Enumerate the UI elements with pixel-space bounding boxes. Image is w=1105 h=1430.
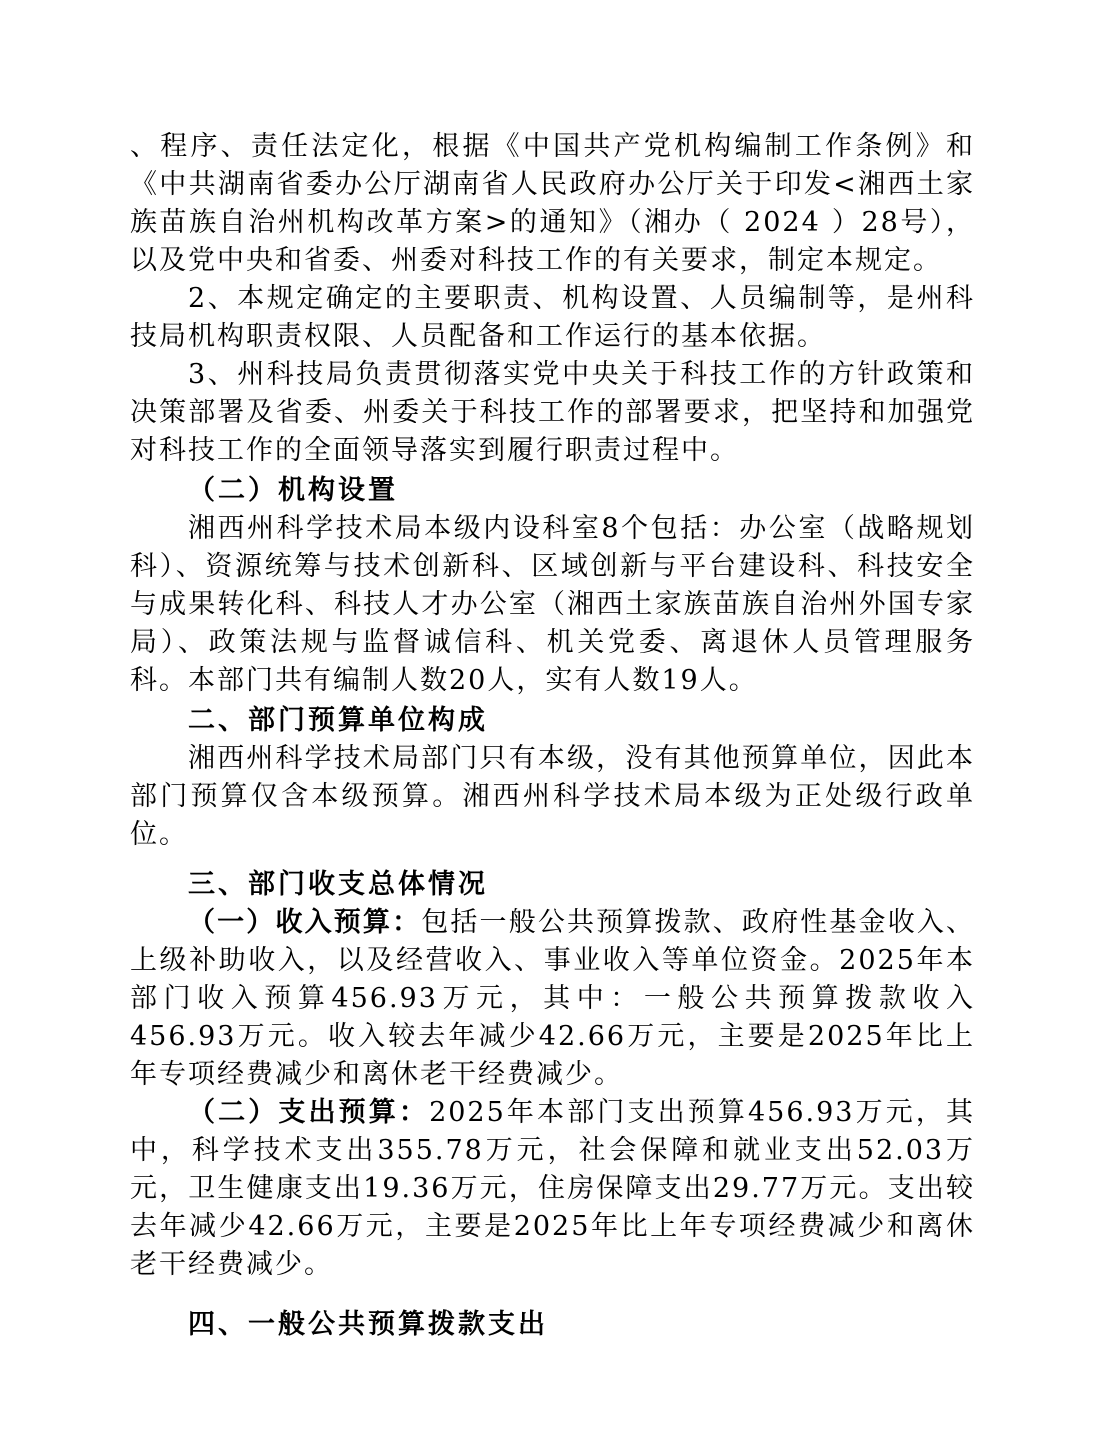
paragraph-budget-units: 湘西州科学技术局部门只有本级，没有其他预算单位，因此本部门预算仅含本级预算。湘西州科学技术局本级为正处级行政单位。 bbox=[130, 743, 975, 850]
income-budget-label: （一）收入预算： bbox=[188, 907, 422, 938]
section-heading-revenue-expenditure: 三、部门收支总体情况 bbox=[188, 869, 488, 900]
paragraph-party-leadership: 3、州科技局负责贯彻落实党中央关于科技工作的方针政策和决策部署及省委、州委关于科技工作的部署要求，把坚持和加强党对科技工作的全面领导落实到履行职责过程中。 bbox=[130, 359, 975, 466]
section-heading-general-budget-expenditure: 四、一般公共预算拨款支出 bbox=[188, 1309, 548, 1340]
income-budget-text: 包括一般公共预算拨款、政府性基金收入、上级补助收入，以及经营收入、事业收入等单位资金。2025年本部门收入预算456.93万元，其中：一般公共预算拨款收入456.93万元。收入较去年减少42.66万元，主要是2025年比上年专项经费减少和离休老干经费减少。 bbox=[130, 907, 976, 1090]
expense-budget-text: 2025年本部门支出预算456.93万元，其中，科学技术支出355.78万元，社会保障和就业支出52.03万元，卫生健康支出19.36万元，住房保障支出29.77万元。支出较去年减少42.66万元，主要是2025年比上年专项经费减少和离休老干经费减少。 bbox=[130, 1097, 976, 1280]
paragraph-basis-scope: 2、本规定确定的主要职责、机构设置、人员编制等，是州科技局机构职责权限、人员配备和工作运行的基本依据。 bbox=[130, 283, 975, 352]
section-heading-organization: （二）机构设置 bbox=[188, 475, 398, 506]
paragraph-income-budget bbox=[130, 904, 975, 1094]
paragraph-expense-budget bbox=[130, 1094, 975, 1284]
expense-budget-label: （二）支出预算： bbox=[188, 1097, 430, 1128]
paragraph-organization: 湘西州科学技术局本级内设科室8个包括：办公室（战略规划科）、资源统筹与技术创新科、区域创新与平台建设科、科技安全与成果转化科、科技人才办公室（湘西土家族苗族自治州外国专家局）、政策法规与监督诚信科、机关党委、离退休人员管理服务科。本部门共有编制人数20人，实有人数19人。 bbox=[130, 513, 975, 696]
document-page bbox=[130, 128, 975, 1344]
section-heading-budget-units: 二、部门预算单位构成 bbox=[188, 705, 488, 736]
paragraph-legal-basis: 、程序、责任法定化，根据《中国共产党机构编制工作条例》和《中共湖南省委办公厅湖南省人民政府办公厅关于印发<湘西土家族苗族自治州机构改革方案>的通知》（湘办（ 2024 ）28号），以及党中央和省委、州委对科技工作的有关要求，制定本规定。 bbox=[130, 131, 975, 276]
